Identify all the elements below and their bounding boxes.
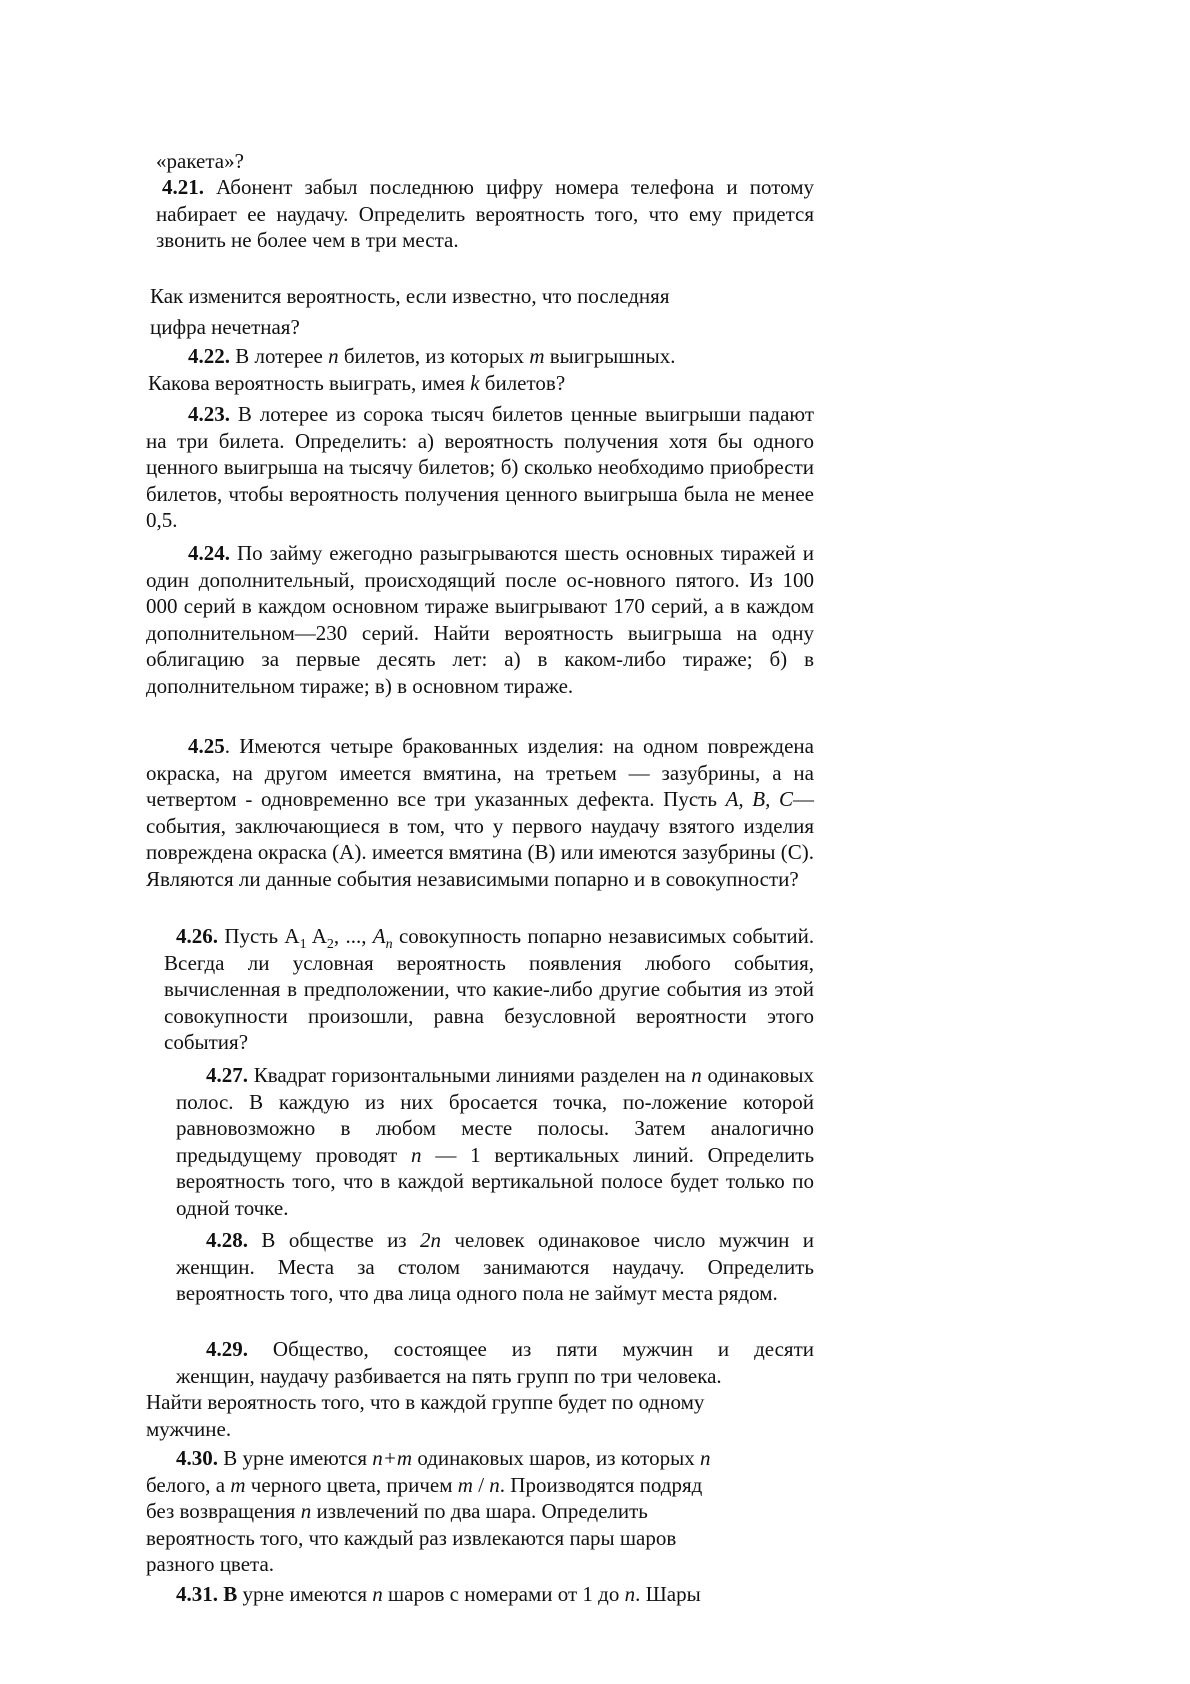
text-span: шаров с номерами от 1 до (388, 1582, 620, 1606)
problem-4-27 (176, 1062, 814, 1222)
text-span: одинаковых шаров, из которых (417, 1446, 695, 1470)
problem-4-21 (156, 174, 814, 254)
text-span: Пусть A (224, 924, 300, 948)
problem-4-23 (146, 401, 814, 534)
intro-line: «ракета»? (156, 149, 244, 173)
text-line: цифра нечетная? (150, 314, 300, 339)
problem-number: 4.24. (188, 541, 230, 565)
problem-number: 4.28. (206, 1228, 248, 1252)
text-span: В урне имеются (223, 1446, 367, 1470)
text-span: совокупность попарно независимых событий. Всегда ли условная вероятность появления любого события, вычисленная в предположении, что какие-либо другие события из этой совокупности произошли, равна безусловной вероятности этого события? (164, 924, 815, 1055)
var-nm: n+m (372, 1446, 413, 1470)
text-span: — 1 (435, 1142, 481, 1167)
text-span: В обществе из (261, 1228, 407, 1252)
problem-4-25 (146, 733, 814, 893)
problem-number: 4.30. (176, 1446, 218, 1470)
text-span: Квадрат горизонтальными линиями разделен на (253, 1063, 686, 1087)
problem-number: 4.22. (188, 344, 230, 368)
problem-4-29 (146, 1336, 814, 1442)
problem-4-24 (146, 540, 814, 700)
text-span: извлечений по два шара. Определить (316, 1499, 648, 1524)
var-2n: 2n (420, 1228, 442, 1252)
problem-4-28 (176, 1227, 814, 1307)
problem-4-26 (164, 923, 814, 1056)
problem-number: 4.23. (188, 402, 230, 426)
subscript: 2 (326, 937, 334, 953)
problem-number: 4.31. (176, 1582, 218, 1606)
var-n: n (691, 1063, 702, 1087)
text-span: / (478, 1472, 485, 1497)
var-a: А (372, 924, 386, 948)
text-span: —события, заключающиеся в том, что у первого наудачу взятого изделия повреждена окраска (А). имеется вмятина (В) или имеются зазубрины (С). Являются ли данные события независимыми попарно и в совокупности? (146, 787, 814, 891)
subscript: 1 (299, 937, 307, 953)
var-n: n (300, 1499, 312, 1524)
problem-4-30 (146, 1445, 710, 1578)
problem-number: 4.27. (206, 1063, 248, 1087)
text-span: билетов, из которых (343, 344, 525, 368)
text-span: одинаковых полос. В каждую из них бросается точка, по-ложение которой равновозможно в любом месте полосы. Затем аналогично предыдущему проводят (176, 1063, 815, 1167)
var-n: n (489, 1472, 500, 1497)
text-line: женщин, наудачу разбивается на пять групп по три человека. (176, 1363, 722, 1388)
var-m: m (230, 1472, 246, 1497)
text-line: Найти вероятность того, что в каждой группе будет по одному (146, 1390, 705, 1415)
text-span: . Шары (635, 1582, 701, 1606)
var-n: n (328, 344, 339, 368)
var-abc: А, В, С (725, 787, 793, 812)
text-span: билетов? (484, 370, 566, 395)
var-m: m (529, 344, 545, 368)
text-line: Общество, состоящее из пяти мужчин и десяти (272, 1337, 814, 1361)
subscript-n: n (385, 937, 393, 953)
text-span: урне имеются (242, 1582, 367, 1606)
problem-number: 4.25 (188, 734, 225, 758)
text-line: мужчине. (146, 1416, 232, 1441)
var-k: k (470, 370, 480, 395)
text-span: В (223, 1582, 238, 1606)
text-span: . Имеются четыре бракованных изделия: на одном повреждена окраска, на другом имеется вмятина, на третьем — зазубрины, а на четвертом - одновременно все три указанных дефекта. Пусть (146, 734, 814, 812)
problem-text: По займу ежегодно разыгрываются шесть основных тиражей и один дополнительный, происходящий после ос-новного пятого. Из 100 000 серий в каждом основном тираже выигрывают 170 серий, а в каждом дополнительном—230 серий. Найти вероятность выигрыша на одну облигацию за первые десять лет: а) в каком-либо тираже; б) в дополнительном тираже; в) в основном тираже. (146, 541, 814, 698)
text-span: вертикальных линий. Определить вероятность того, что в каждой вертикальной полосе будет только по одной точке. (176, 1142, 815, 1220)
text-span: без возвращения (146, 1499, 296, 1524)
text-line: вероятность того, что каждый раз извлекаются пары шаров (146, 1525, 677, 1550)
text-span: человек одинаковое число мужчин и женщин. Места за столом занимаются наудачу. Определить вероятность того, что два лица одного пола не займут места рядом. (176, 1228, 815, 1306)
text-span: В лотерее (235, 344, 323, 368)
problem-number: 4.29. (206, 1337, 248, 1361)
problem-text: Абонент забыл последнюю цифру номера телефона и потому набирает ее наудачу. Определить вероятность того, что ему придется звонить не более чем в три места. (156, 175, 815, 253)
problem-4-22 (148, 343, 676, 396)
var-n: n (411, 1142, 422, 1167)
text-line: Как изменится вероятность, если известно, что последняя (150, 284, 670, 308)
text-span: черного цвета, причем (250, 1472, 453, 1497)
problem-number: 4.26. (176, 924, 218, 948)
var-n: n (699, 1446, 711, 1470)
text-line: разного цвета. (146, 1552, 275, 1577)
problem-4-31 (176, 1581, 701, 1608)
problem-text: В лотерее из сорока тысяч билетов ценные выигрыши падают на три билета. Определить: а) вероятность получения хотя бы одного ценного выигрыша на тысячу билетов; б) сколько необходимо приобрести билетов, чтобы вероятность получения ценного выигрыша была не менее 0,5. (146, 402, 814, 533)
text-span: Какова вероятность выиграть, имея (148, 370, 465, 395)
text-span: , ..., (333, 924, 367, 948)
text-span: выигрышных. (549, 344, 676, 368)
text-span: белого, а (146, 1472, 226, 1497)
var-m: m (457, 1472, 473, 1497)
problem-4-21-continuation (150, 283, 669, 340)
text-span: A (306, 924, 327, 948)
var-n: n (372, 1582, 383, 1606)
var-n: n (624, 1582, 636, 1606)
text-span: . Производятся подряд (499, 1472, 703, 1497)
problem-number: 4.21. (162, 175, 204, 199)
